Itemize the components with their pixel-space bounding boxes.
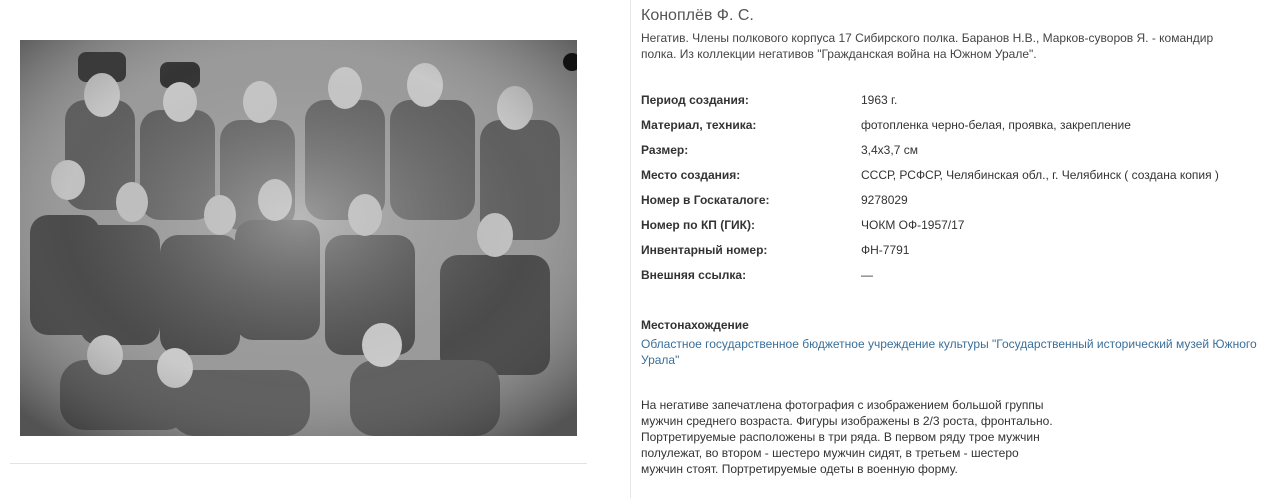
museum-link[interactable]: Областное государственное бюджетное учреждение культуры "Государственный исторический музей Южного Урала": [641, 337, 1257, 367]
property-value: ФН-7791: [861, 243, 910, 257]
author-title: Коноплёв Ф. С.: [641, 7, 754, 24]
property-value: —: [861, 268, 873, 282]
property-row-size: [641, 141, 1271, 166]
property-value: 1963 г.: [861, 93, 898, 107]
property-value: фотопленка черно-белая, проявка, закрепление: [861, 118, 1131, 132]
object-annotation: На негативе запечатлена фотография с изображением большой группы мужчин среднего возраста. Фигуры изображены в 2/3 роста, фронтально. Портретируемые расположены в три ряда. В первом ряду трое мужчин полулежат, во втором - шестеро мужчин сидят, в третьем - шестеро мужчин стоят. Портретируемые одеты в военную форму.: [641, 398, 1053, 476]
location-heading: Местонахождение: [641, 318, 749, 332]
column-divider: [630, 0, 631, 498]
object-description: Негатив. Члены полкового корпуса 17 Сибирского полка. Баранов Н.В., Марков-суворов Я. - командир полка. Из коллекции негативов "Гражданская война на Южном Урале".: [641, 31, 1214, 61]
property-row-kp: [641, 216, 1271, 241]
property-row-place: [641, 166, 1271, 191]
property-value: ЧОКМ ОФ-1957/17: [861, 218, 965, 232]
property-label: Номер в Госкаталоге:: [641, 193, 770, 207]
property-row-external-link: [641, 266, 1271, 291]
property-label: Внешняя ссылка:: [641, 268, 747, 282]
image-panel: [0, 0, 630, 498]
property-row-period: [641, 91, 1271, 116]
properties-list: [641, 91, 1271, 291]
property-row-goskatalog: [641, 191, 1271, 216]
property-label: Номер по КП (ГИК):: [641, 218, 755, 232]
group-photo-image[interactable]: [20, 40, 577, 436]
property-value: СССР, РСФСР, Челябинская обл., г. Челябинск ( создана копия ): [861, 168, 1219, 182]
photo-illustration: [20, 40, 577, 436]
property-row-material: [641, 116, 1271, 141]
image-bottom-divider: [10, 463, 587, 464]
property-row-inventory: [641, 241, 1271, 266]
property-value: 9278029: [861, 193, 908, 207]
property-label: Размер:: [641, 143, 689, 157]
property-value: 3,4х3,7 см: [861, 143, 918, 157]
property-label: Инвентарный номер:: [641, 243, 768, 257]
property-label: Период создания:: [641, 93, 749, 107]
property-label: Место создания:: [641, 168, 741, 182]
property-label: Материал, техника:: [641, 118, 757, 132]
